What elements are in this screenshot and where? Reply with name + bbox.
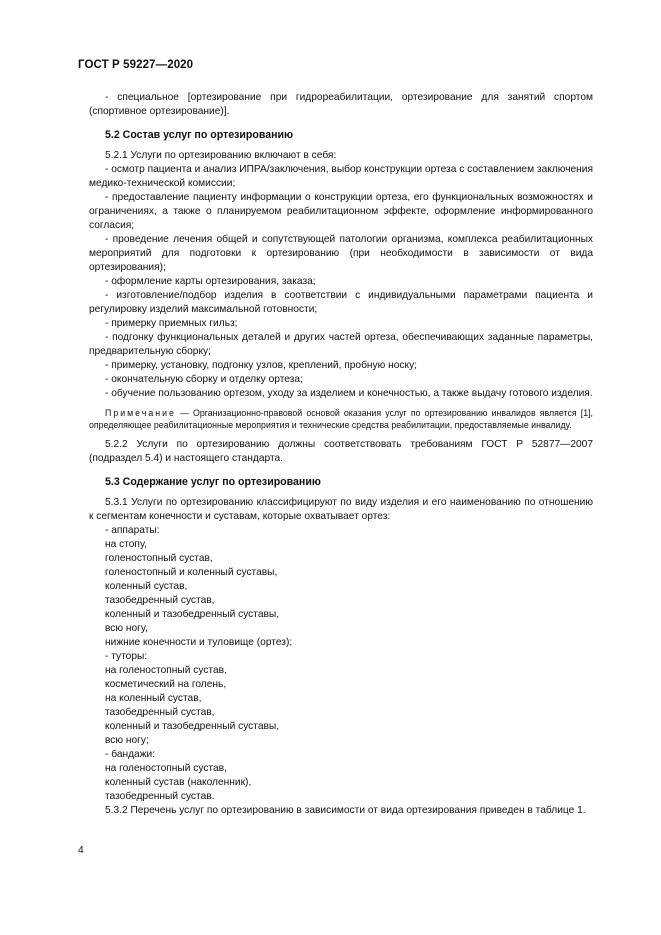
list-item: коленный и тазобедренный суставы, (105, 721, 280, 732)
spacer (89, 466, 593, 475)
list-item: косметический на голень, (105, 679, 227, 690)
document-body (89, 91, 593, 818)
list-item: всю ногу, (105, 623, 148, 634)
paragraph: 5.3.1 Услуги по ортезированию классифицируют по виду изделия и его наименованию по отношению к сегментам конечности и суставам, которые охватывает ортез: (89, 497, 593, 522)
paragraph: 5.3.2 Перечень услуг по ортезированию в зависимости от вида ортезирования приведен в таблице 1. (105, 805, 586, 816)
section-heading: 5.2 Состав услуг по ортезированию (105, 129, 294, 141)
paragraph: - специальное [ортезирование при гидрореабилитации, ортезирование для занятий спортом (спортивное ортезирование)]. (89, 92, 593, 117)
note-label: Примечание (105, 408, 176, 418)
list-item: коленный сустав, (105, 581, 188, 592)
list-item: - бандажи: (105, 749, 156, 760)
paragraph: - обучение пользованию ортезом, уходу за изделием и конечностью, а также выдачу готового изделия. (105, 388, 593, 399)
list-item: на голеностопный сустав, (105, 665, 227, 676)
note-text: — Организационно-правовой основой оказания услуг по ортезированию инвалидов является [1], определяющее реабилитационные мероприятия и технические средства реабилитации, предоставляемые инвалиду. (89, 408, 593, 430)
note-paragraph (89, 408, 593, 431)
spacer (89, 401, 593, 408)
paragraph: - проведение лечения общей и сопутствующей патологии организма, комплекса реабилитационных мероприятий для подготовки к ортезированию (при необходимости в зависимости от вида ортезирования); (89, 234, 593, 273)
list-item: коленный и тазобедренный суставы, (105, 609, 280, 620)
list-item: голеностопный сустав, (105, 553, 213, 564)
list-item: голеностопный и коленный суставы, (105, 567, 278, 578)
list-item: - туторы: (105, 651, 148, 662)
paragraph: - осмотр пациента и анализ ИПРА/заключения, выбор конструкции ортеза с составлением заключения медико-технической комиссии; (89, 164, 593, 189)
list-item: коленный сустав (наколенник), (105, 777, 252, 788)
list-item: нижние конечности и туловище (ортез); (105, 637, 293, 648)
document-header: ГОСТ Р 59227—2020 (78, 59, 194, 71)
paragraph: - оформление карты ортезирования, заказа; (105, 276, 316, 287)
paragraph: - окончательную сборку и отделку ортеза; (105, 374, 303, 385)
list-item: тазобедренный сустав. (105, 791, 215, 802)
paragraph: - подгонку функциональных деталей и других частей ортеза, обеспечивающих заданные параметры, предварительную сборку; (89, 332, 593, 357)
list-item: - аппараты: (105, 525, 160, 536)
list-item: тазобедренный сустав, (105, 707, 215, 718)
paragraph: - примерку приемных гильз; (105, 318, 238, 329)
list-item: всю ногу; (105, 735, 149, 746)
list-item: тазобедренный сустав, (105, 595, 215, 606)
list-item: на стопу, (105, 539, 147, 550)
paragraph: - предоставление пациенту информации о конструкции ортеза, его функциональных возможностях и ограничениях, а также о планируемом реабилитационном эффекте, оформление информированного согласия; (89, 192, 593, 231)
spacer (89, 431, 593, 438)
page-number: 4 (78, 845, 84, 856)
spacer (89, 489, 593, 496)
list-item: на голеностопный сустав, (105, 763, 227, 774)
paragraph: 5.2.1 Услуги по ортезированию включают в себя: (105, 150, 337, 161)
paragraph: 5.2.2 Услуги по ортезированию должны соответствовать требованиям ГОСТ Р 52877—2007 (подраздел 5.4) и настоящего стандарта. (89, 439, 593, 464)
spacer (89, 119, 593, 128)
paragraph: - примерку, установку, подгонку узлов, креплений, пробную носку; (105, 360, 418, 371)
spacer (89, 142, 593, 149)
paragraph: - изготовление/подбор изделия в соответствии с индивидуальными параметрами пациента и регулировку изделий максимальной готовности; (89, 290, 593, 315)
section-heading: 5.3 Содержание услуг по ортезированию (105, 476, 321, 488)
list-item: на коленный сустав, (105, 693, 202, 704)
